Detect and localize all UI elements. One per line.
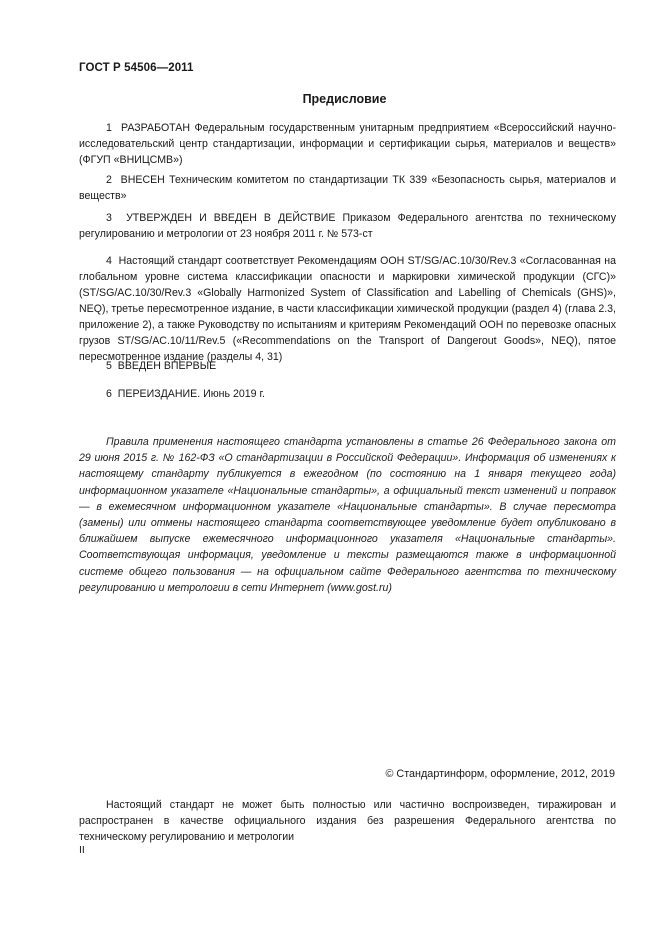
foreword-title <box>0 92 661 106</box>
item-text: ВВЕДЕН ВПЕРВЫЕ <box>117 360 217 372</box>
item-number: 6 <box>106 388 112 400</box>
item-text: РАЗРАБОТАН Федеральным государственным унитарным предприятием «Всероссийский научно-исследовательский центр стандартизации, информации и сертификации сырья, материалов и веществ» (ФГУП «ВНИЦСМВ») <box>79 122 616 166</box>
item-text: ВНЕСЕН Техническим комитетом по стандартизации ТК 339 «Безопасность сырья, материалов и веществ» <box>79 174 616 202</box>
foreword-item-1 <box>79 120 616 168</box>
item-number: 1 <box>106 122 112 134</box>
foreword-title-text: Предисловие <box>302 92 387 106</box>
item-number: 2 <box>106 174 112 186</box>
item-text: ПЕРЕИЗДАНИЕ. Июнь 2019 г. <box>117 388 265 400</box>
item-number: 5 <box>106 360 112 372</box>
foreword-item-3 <box>79 210 616 242</box>
reproduction-notice: Настоящий стандарт не может быть полностью или частично воспроизведен, тиражирован и распространен в качестве официального издания без разрешения Федерального агентства по техническому регулированию и метрологии <box>79 799 616 843</box>
foreword-item-6 <box>79 386 616 402</box>
item-text: Настоящий стандарт соответствует Рекомендациям ООН ST/SG/AC.10/30/Rev.3 «Согласованная на глобальном уровне система классификации опасности и маркировки химической продукции (СГС)» (ST/SG/AC.10/30/Rev.3 «Globally Harmonized System of Classification and Labelling of Chemicals (GHS)», NEQ), третье пересмотренное издание, в части классификации химической продукции (раздел 4) (глава 2.3, приложение 2), а также Руководству по испытаниям и критериям Рекомендаций ООН по перевозке опасных грузов ST/SG/AC.10/11/Rev.5 («Recommendations on the Transport of Dangerout Goods», NEQ), пятое пересмотренное издание (разделы 4, 31) <box>79 255 617 363</box>
item-number: 4 <box>106 255 112 267</box>
foreword-item-4 <box>79 253 616 365</box>
page-number: II <box>79 844 85 856</box>
item-number: 3 <box>106 212 112 224</box>
foreword-item-5 <box>79 358 616 374</box>
standard-application-notice: Правила применения настоящего стандарта установлены в статье 26 Федерального закона от 29 июня 2015 г. № 162-ФЗ «О стандартизации в Российской Федерации». Информация об изменениях к настоящему стандарту публикуется в ежегодном (по состоянию на 1 января текущего года) информационном указателе «Национальные стандарты», а официальный текст изменений и поправок — в ежемесячном информационном указателе «Национальные стандарты». В случае пересмотра (замены) или отмены настоящего стандарта соответствующее уведомление будет опубликовано в ближайшем выпуске ежемесячного информационного указателя «Национальные стандарты». Соответствующая информация, уведомление и тексты размещаются также в информационной системе общего пользования — на официальном сайте Федерального агентства по техническому регулированию и метрологии в сети Интернет (www.gost.ru) <box>79 436 616 594</box>
copyright-line: © Стандартинформ, оформление, 2012, 2019 <box>385 768 615 780</box>
foreword-item-2 <box>79 172 616 204</box>
document-code-header: ГОСТ Р 54506—2011 <box>79 62 194 74</box>
item-text: УТВЕРЖДЕН И ВВЕДЕН В ДЕЙСТВИЕ Приказом Федерального агентства по техническому регулированию и метрологии от 23 ноября 2011 г. № 573-ст <box>79 212 617 240</box>
